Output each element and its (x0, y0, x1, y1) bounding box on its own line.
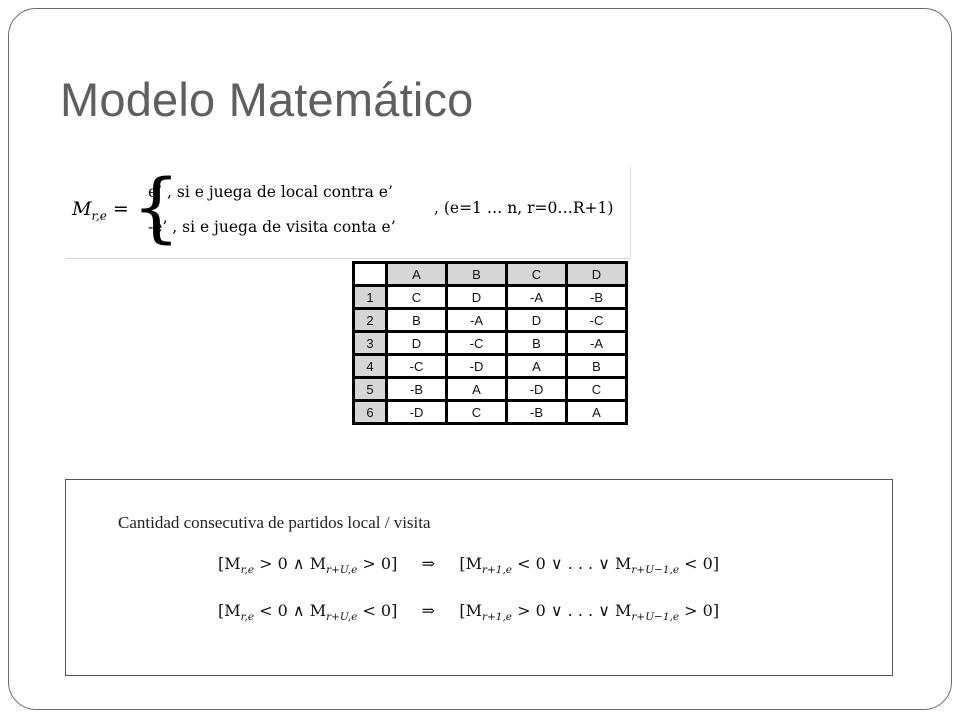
table-cell: -B (567, 286, 627, 309)
constraint-equation-1 (218, 554, 719, 576)
implies-arrow: ⇒ (421, 601, 436, 620)
table-cell: -A (447, 309, 507, 332)
table-cell: -D (447, 355, 507, 378)
constraint-equation-2 (218, 601, 719, 623)
formula-lhs (72, 198, 129, 223)
row-header: 1 (354, 286, 387, 309)
eq2-right: [M (459, 601, 482, 620)
eq1-right: [M (459, 554, 482, 573)
column-header: D (567, 263, 627, 286)
constraint-box (65, 479, 893, 676)
eq1-left-mid: > 0 ∧ M (254, 554, 327, 573)
formula-case-local: e’ , si e juega de local contra e’ (148, 183, 393, 201)
eq1-left-sub2: r+U,e (326, 564, 358, 577)
table-cell: A (507, 355, 567, 378)
table-row (354, 332, 627, 355)
table-cell: -D (507, 378, 567, 401)
constraint-caption: Cantidad consecutiva de partidos local / visita (118, 513, 431, 532)
table-cell: -A (567, 332, 627, 355)
eq1-left-sub: r,e (240, 564, 255, 577)
eq1-left: [M (218, 554, 241, 573)
table-cell: -C (567, 309, 627, 332)
eq2-left-sub2: r+U,e (326, 611, 358, 624)
eq2-left: [M (218, 601, 241, 620)
table-corner-cell (354, 263, 387, 286)
table-cell: B (387, 309, 447, 332)
formula-lhs-sub: r,e (91, 208, 107, 223)
table-cell: B (507, 332, 567, 355)
formula-range: , (e=1 … n, r=0…R+1) (434, 199, 614, 217)
table-cell: -A (507, 286, 567, 309)
table-row (354, 309, 627, 332)
column-header: B (447, 263, 507, 286)
table-cell: D (447, 286, 507, 309)
eq2-left-end: < 0] (357, 601, 398, 620)
table-cell: D (387, 332, 447, 355)
eq1-right-mid: < 0 ∨ . . . ∨ M (512, 554, 632, 573)
eq2-left-sub: r,e (240, 611, 255, 624)
eq2-right-end: > 0] (679, 601, 720, 620)
eq2-right-mid: > 0 ∨ . . . ∨ M (512, 601, 632, 620)
table-cell: D (507, 309, 567, 332)
formula-lhs-var: M (72, 198, 92, 220)
formula-equals: = (112, 198, 129, 220)
table-cell: C (567, 378, 627, 401)
table-cell: -C (447, 332, 507, 355)
table-cell: -D (387, 401, 447, 424)
table-cell: -B (387, 378, 447, 401)
table-cell: C (447, 401, 507, 424)
row-header: 6 (354, 401, 387, 424)
column-header: A (387, 263, 447, 286)
implies-arrow: ⇒ (421, 554, 436, 573)
eq1-right-sub2: r+U−1,e (631, 564, 680, 577)
slide-title: Modelo Matemático (60, 73, 474, 126)
table-cell: A (567, 401, 627, 424)
row-header: 2 (354, 309, 387, 332)
table-cell: C (387, 286, 447, 309)
row-header: 5 (354, 378, 387, 401)
table-cell: A (447, 378, 507, 401)
table-cell: -B (507, 401, 567, 424)
table-row (354, 355, 627, 378)
brace-symbol: { (132, 162, 181, 251)
formula-image (66, 162, 631, 259)
table-row (354, 378, 627, 401)
table-header-row (354, 263, 627, 286)
eq1-right-end: < 0] (679, 554, 720, 573)
table-row (354, 286, 627, 309)
column-header: C (507, 263, 567, 286)
eq1-right-sub: r+1,e (481, 564, 513, 577)
row-header: 3 (354, 332, 387, 355)
eq2-right-sub2: r+U−1,e (631, 611, 680, 624)
eq1-left-end: > 0] (357, 554, 398, 573)
formula-case-visit: -e’ , si e juega de visita conta e’ (148, 218, 396, 236)
row-header: 4 (354, 355, 387, 378)
schedule-table (352, 261, 628, 425)
table-cell: B (567, 355, 627, 378)
table-cell: -C (387, 355, 447, 378)
eq2-right-sub: r+1,e (481, 611, 513, 624)
eq2-left-mid: < 0 ∧ M (254, 601, 327, 620)
table-row (354, 401, 627, 424)
